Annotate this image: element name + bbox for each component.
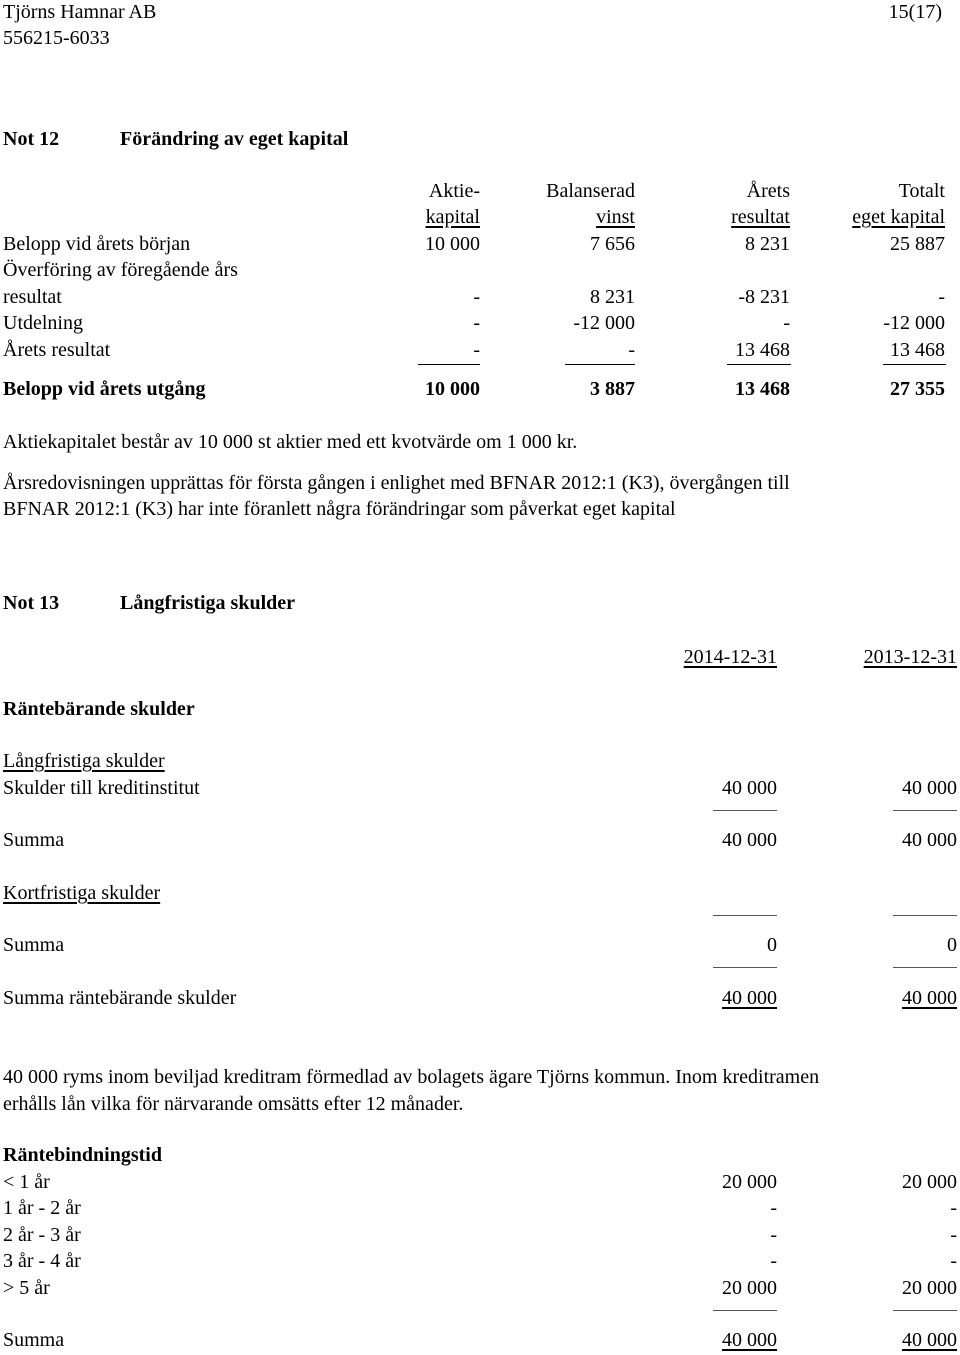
cell: 8 231 [745,233,790,255]
sum-line [713,915,777,916]
row-label-summa: Summa [3,934,65,956]
row-label-summa: Summa [3,829,65,851]
col-header-aktiekapital-1: Aktie- [428,180,480,202]
row-label-summa: Summa [3,1329,65,1351]
cell: - [938,286,945,308]
page-number: 15(17) [888,1,942,23]
cell: 40 000 [722,829,777,851]
sum-line [893,915,957,916]
row-label-summa-interest: Summa räntebärande skulder [3,987,237,1009]
credit-note-line2: erhålls lån vilka för närvarande omsätts efter 12 månader. [3,1093,464,1115]
cell: 40 000 [902,987,957,1009]
cell: 40 000 [722,777,777,799]
cell: 40 000 [722,987,777,1009]
cell: 20 000 [722,1277,777,1299]
col-header-aktiekapital-2: kapital [425,206,480,228]
section-title-interest-bearing: Räntebärande skulder [3,698,195,720]
row-label-transfer: Överföring av föregående års [3,259,238,281]
col-header-2014: 2014-12-31 [683,646,777,668]
cell: -12 000 [573,312,635,334]
k3-note-line1: Årsredovisningen upprättas för första gången i enlighet med BFNAR 2012:1 (K3), övergången till [3,472,790,494]
cell: 10 000 [425,378,480,400]
col-header-arets-2: resultat [731,206,790,228]
cell: 20 000 [902,1277,957,1299]
k3-note-line2: BFNAR 2012:1 (K3) har inte föranlett några förändringar som påverkat eget kapital [3,498,676,520]
cell: - [950,1197,957,1219]
share-capital-note: Aktiekapitalet består av 10 000 st aktier med ett kvotvärde om 1 000 kr. [3,431,578,453]
note13-number: Not 13 [3,592,60,614]
binding-row-label: 1 år - 2 år [3,1197,81,1219]
cell: 20 000 [722,1171,777,1193]
cell: 40 000 [902,777,957,799]
sum-line [893,1310,957,1311]
row-label-arets-resultat: Årets resultat [3,339,111,361]
col-header-totalt-2: eget kapital [852,206,945,228]
cell: - [783,312,790,334]
cell: 13 468 [735,339,790,361]
cell: - [473,286,480,308]
row-label-resultat: resultat [3,286,62,308]
col-header-balanserad-2: vinst [596,206,635,228]
cell: 20 000 [902,1171,957,1193]
cell: - [950,1224,957,1246]
binding-row-label: 2 år - 3 år [3,1224,81,1246]
col-header-arets-1: Årets [746,180,790,202]
cell: 13 468 [890,339,945,361]
note12-title: Förändring av eget kapital [120,128,349,150]
cell: - [770,1224,777,1246]
cell: 27 355 [890,378,945,400]
sum-underline [418,364,480,365]
binding-title: Räntebindningstid [3,1144,162,1166]
col-header-totalt-1: Totalt [898,180,945,202]
sum-underline [727,364,791,365]
company-name: Tjörns Hamnar AB [3,1,157,23]
sum-line [713,810,777,811]
cell: 13 468 [735,378,790,400]
cell: - [950,1250,957,1272]
cell: - [628,339,635,361]
cell: 8 231 [590,286,635,308]
cell: 40 000 [722,1329,777,1351]
note13-title: Långfristiga skulder [120,592,296,614]
short-term-heading: Kortfristiga skulder [3,882,161,904]
sum-line [713,1310,777,1311]
cell: - [473,339,480,361]
binding-row-label: 3 år - 4 år [3,1250,81,1272]
sum-line [713,967,777,968]
cell: 0 [947,934,957,956]
col-header-2013: 2013-12-31 [863,646,957,668]
sum-line [893,810,957,811]
cell: -12 000 [883,312,945,334]
binding-row-label: < 1 år [3,1171,50,1193]
row-label-credit: Skulder till kreditinstitut [3,777,200,799]
row-label-closing: Belopp vid årets utgång [3,378,206,400]
cell: 7 656 [590,233,635,255]
cell: - [770,1197,777,1219]
note12-number: Not 12 [3,128,60,150]
org-number: 556215-6033 [3,27,110,49]
sum-underline [883,364,946,365]
row-label-utdelning: Utdelning [3,312,83,334]
cell: 10 000 [425,233,480,255]
credit-note-line1: 40 000 ryms inom beviljad kreditram förmedlad av bolagets ägare Tjörns kommun. Inom kreditramen [3,1066,820,1088]
cell: -8 231 [738,286,790,308]
cell: 25 887 [890,233,945,255]
cell: 40 000 [902,1329,957,1351]
cell: - [770,1250,777,1272]
row-label-opening: Belopp vid årets början [3,233,191,255]
sum-underline [565,364,635,365]
cell: 3 887 [590,378,635,400]
cell: 40 000 [902,829,957,851]
col-header-balanserad-1: Balanserad [546,180,635,202]
binding-row-label: > 5 år [3,1277,50,1299]
cell: 0 [767,934,777,956]
cell: - [473,312,480,334]
sum-line [893,967,957,968]
long-term-heading: Långfristiga skulder [3,750,165,772]
